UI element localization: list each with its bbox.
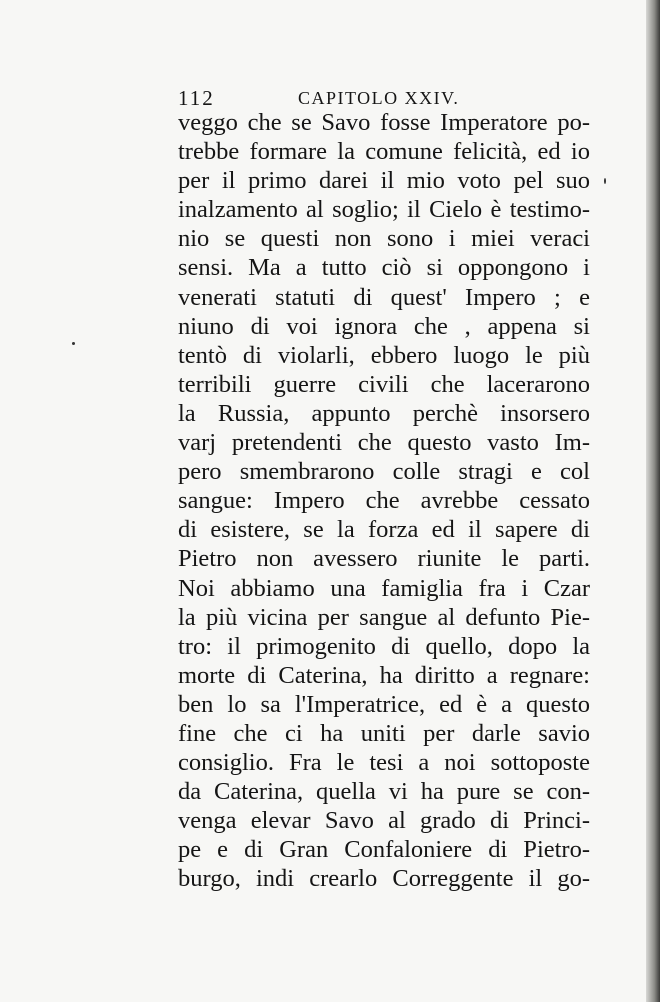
text-line: Noi abbiamo una famiglia fra i Czar — [178, 574, 590, 602]
text-line: venerati statuti di quest' Impero ; e — [178, 283, 590, 311]
text-line: varj pretendenti che questo vasto Im- — [178, 429, 590, 457]
running-head: CAPITOLO XXIV. — [298, 88, 460, 108]
text-line: venga elevar Savo al grado di Princi- — [178, 807, 590, 835]
text-line: sensi. Ma a tutto ciò si oppongono i — [178, 254, 590, 282]
text-line: morte di Caterina, ha diritto a regnare: — [178, 661, 590, 689]
text-line: pero smembrarono colle stragi e col — [178, 458, 590, 486]
text-line: la Russia, appunto perchè insorsero — [178, 399, 590, 427]
text-line: terribili guerre civili che lacerarono — [178, 370, 590, 398]
text-line: inalzamento al soglio; il Cielo è testimo- — [178, 196, 590, 224]
text-line: sangue: Impero che avrebbe cessato — [178, 487, 590, 515]
page-edge-shadow — [646, 0, 660, 1002]
text-line: fine che ci ha uniti per darle savio — [178, 719, 590, 747]
text-line: tro: il primogenito di quello, dopo la — [178, 632, 590, 660]
text-line: veggo che se Savo fosse Imperatore po- — [178, 109, 590, 136]
text-line: di esistere, se la forza ed il sapere di — [178, 516, 590, 544]
text-line: niuno di voi ignora che , appena si — [178, 312, 590, 340]
text-line: la più vicina per sangue al defunto Pie- — [178, 603, 590, 631]
text-line: nio se questi non sono i miei veraci — [178, 225, 590, 253]
body-text — [178, 108, 590, 894]
text-line: trebbe formare la comune felicità, ed io — [178, 138, 590, 166]
text-line: tentò di violarli, ebbero luogo le più — [178, 341, 590, 369]
text-line: da Caterina, quella vi ha pure se con- — [178, 778, 590, 806]
text-line: Pietro non avessero riunite le parti. — [178, 545, 590, 573]
text-line: pe e di Gran Confaloniere di Pietro- — [178, 836, 590, 864]
paper-speck — [604, 178, 606, 184]
text-line: burgo, indi crearlo Correggente il go- — [178, 865, 590, 893]
paper-speck — [72, 342, 75, 345]
text-line: per il primo darei il mio voto pel suo — [178, 167, 590, 195]
page-number: 112 — [178, 86, 215, 110]
text-line: ben lo sa l'Imperatrice, ed è a questo — [178, 690, 590, 718]
text-line: consiglio. Fra le tesi a noi sottoposte — [178, 749, 590, 777]
